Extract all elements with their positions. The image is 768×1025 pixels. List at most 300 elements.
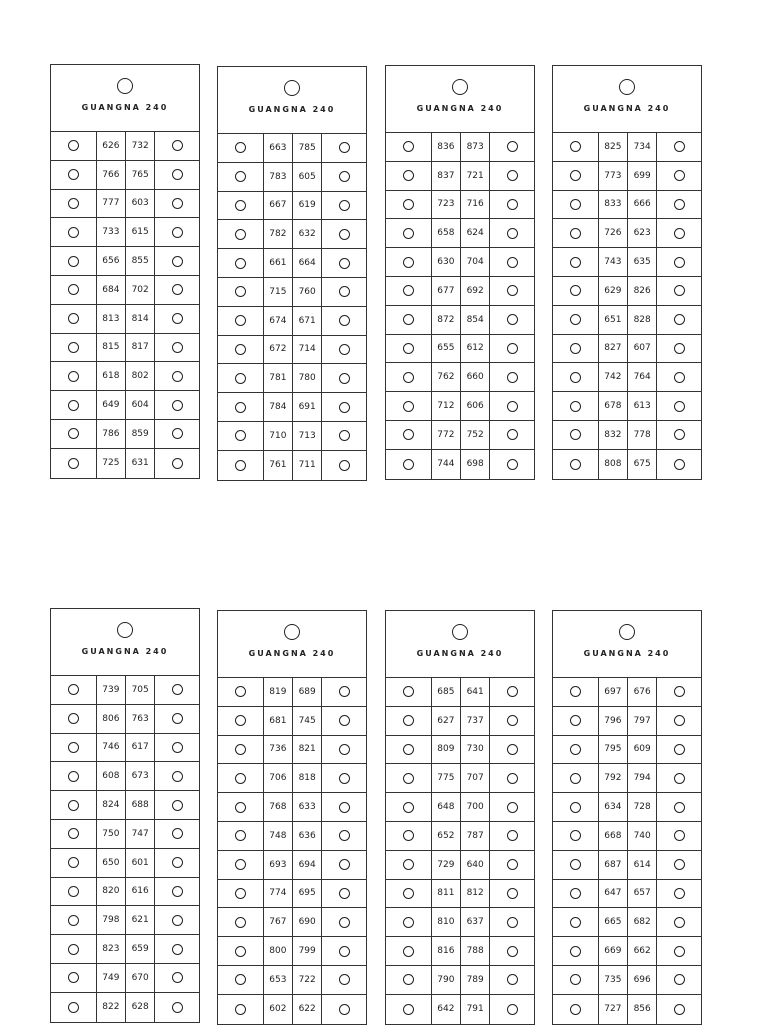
right-checkbox[interactable] [321, 822, 366, 850]
ticket-row [386, 851, 534, 880]
left-checkbox[interactable] [553, 995, 598, 1024]
right-checkbox[interactable] [656, 736, 701, 764]
left-checkbox[interactable] [51, 878, 96, 906]
left-checkbox[interactable] [553, 277, 598, 305]
left-checkbox[interactable] [386, 392, 431, 420]
right-checkbox[interactable] [154, 305, 199, 333]
left-checkbox[interactable] [51, 964, 96, 992]
right-checkbox[interactable] [656, 248, 701, 276]
number-cell: 713 [292, 422, 321, 450]
left-checkbox[interactable] [218, 307, 263, 335]
left-checkbox[interactable] [218, 995, 263, 1024]
right-checkbox[interactable] [154, 676, 199, 704]
number-cell: 714 [292, 336, 321, 364]
left-checkbox[interactable] [218, 908, 263, 936]
circle-icon [674, 686, 685, 697]
left-checkbox[interactable] [553, 392, 598, 420]
left-checkbox[interactable] [218, 249, 263, 277]
left-checkbox[interactable] [51, 132, 96, 160]
left-checkbox[interactable] [51, 449, 96, 478]
right-checkbox[interactable] [489, 335, 534, 363]
number-cell: 676 [627, 678, 656, 706]
number-cell: 715 [263, 278, 292, 306]
ticket-row [51, 420, 199, 449]
right-checkbox[interactable] [656, 421, 701, 449]
left-checkbox[interactable] [218, 793, 263, 821]
right-checkbox[interactable] [321, 851, 366, 879]
circle-icon [339, 229, 350, 240]
right-checkbox[interactable] [656, 937, 701, 965]
left-checkbox[interactable] [51, 676, 96, 704]
ticket-row [51, 190, 199, 219]
left-checkbox[interactable] [386, 191, 431, 219]
circle-icon [339, 460, 350, 471]
right-checkbox[interactable] [321, 678, 366, 706]
circle-icon [235, 946, 246, 957]
left-checkbox[interactable] [553, 421, 598, 449]
circle-icon [235, 859, 246, 870]
right-checkbox[interactable] [489, 678, 534, 706]
right-checkbox[interactable] [154, 849, 199, 877]
left-checkbox[interactable] [51, 705, 96, 733]
circle-icon [403, 830, 414, 841]
right-checkbox[interactable] [154, 993, 199, 1022]
left-checkbox[interactable] [553, 219, 598, 247]
right-checkbox[interactable] [489, 822, 534, 850]
ticket-row [51, 849, 199, 878]
number-cell: 746 [96, 734, 125, 762]
right-checkbox[interactable] [656, 133, 701, 161]
circle-icon [570, 773, 581, 784]
right-checkbox[interactable] [321, 451, 366, 480]
left-checkbox[interactable] [51, 935, 96, 963]
number-cell: 775 [431, 764, 460, 792]
right-checkbox[interactable] [154, 334, 199, 362]
circle-icon [570, 343, 581, 354]
right-checkbox[interactable] [154, 449, 199, 478]
number-cell: 781 [263, 364, 292, 392]
ticket-card [217, 610, 367, 1025]
ticket-card [552, 610, 702, 1025]
circle-icon [403, 686, 414, 697]
left-checkbox[interactable] [386, 306, 431, 334]
circle-icon [235, 917, 246, 928]
right-checkbox[interactable] [321, 422, 366, 450]
number-cell: 700 [460, 793, 489, 821]
left-checkbox[interactable] [553, 133, 598, 161]
left-checkbox[interactable] [553, 678, 598, 706]
hole-circle-icon [619, 624, 635, 640]
hole-circle-icon [619, 79, 635, 95]
circle-icon [339, 888, 350, 899]
right-checkbox[interactable] [321, 764, 366, 792]
circle-icon [674, 343, 685, 354]
circle-icon [235, 460, 246, 471]
circle-icon [570, 859, 581, 870]
circle-icon [172, 857, 183, 868]
ticket-row [386, 966, 534, 995]
left-checkbox[interactable] [218, 134, 263, 162]
number-cell: 734 [627, 133, 656, 161]
left-checkbox[interactable] [218, 880, 263, 908]
right-checkbox[interactable] [656, 162, 701, 190]
right-checkbox[interactable] [154, 820, 199, 848]
ticket-row [218, 422, 366, 451]
left-checkbox[interactable] [51, 276, 96, 304]
left-checkbox[interactable] [386, 450, 431, 479]
circle-icon [507, 859, 518, 870]
right-checkbox[interactable] [321, 393, 366, 421]
right-checkbox[interactable] [154, 734, 199, 762]
circle-icon [339, 802, 350, 813]
right-checkbox[interactable] [321, 966, 366, 994]
left-checkbox[interactable] [51, 161, 96, 189]
left-checkbox[interactable] [386, 219, 431, 247]
circle-icon [235, 171, 246, 182]
number-cell: 798 [96, 906, 125, 934]
ticket-row [51, 964, 199, 993]
left-checkbox[interactable] [386, 908, 431, 936]
right-checkbox[interactable] [489, 764, 534, 792]
left-checkbox[interactable] [553, 248, 598, 276]
left-checkbox[interactable] [218, 822, 263, 850]
right-checkbox[interactable] [489, 277, 534, 305]
ticket-row [553, 908, 701, 937]
right-checkbox[interactable] [321, 364, 366, 392]
right-checkbox[interactable] [489, 880, 534, 908]
number-cell: 675 [627, 450, 656, 479]
ticket-row [553, 707, 701, 736]
right-checkbox[interactable] [321, 736, 366, 764]
right-checkbox[interactable] [154, 906, 199, 934]
left-checkbox[interactable] [51, 190, 96, 218]
hole-circle-icon [452, 79, 468, 95]
circle-icon [674, 314, 685, 325]
right-checkbox[interactable] [656, 851, 701, 879]
circle-icon [68, 313, 79, 324]
circle-icon [339, 171, 350, 182]
right-checkbox[interactable] [489, 793, 534, 821]
circle-icon [339, 917, 350, 928]
left-checkbox[interactable] [218, 220, 263, 248]
right-checkbox[interactable] [656, 995, 701, 1024]
right-checkbox[interactable] [154, 132, 199, 160]
left-checkbox[interactable] [51, 849, 96, 877]
left-checkbox[interactable] [51, 334, 96, 362]
number-cell: 642 [431, 995, 460, 1024]
right-checkbox[interactable] [321, 707, 366, 735]
left-checkbox[interactable] [218, 278, 263, 306]
right-checkbox[interactable] [656, 306, 701, 334]
right-checkbox[interactable] [656, 363, 701, 391]
right-checkbox[interactable] [154, 190, 199, 218]
right-checkbox[interactable] [489, 133, 534, 161]
right-checkbox[interactable] [154, 247, 199, 275]
number-cell: 721 [460, 162, 489, 190]
left-checkbox[interactable] [553, 966, 598, 994]
number-cell: 689 [292, 678, 321, 706]
right-checkbox[interactable] [489, 450, 534, 479]
right-checkbox[interactable] [656, 880, 701, 908]
right-checkbox[interactable] [154, 362, 199, 390]
circle-icon [403, 459, 414, 470]
circle-icon [570, 372, 581, 383]
left-checkbox[interactable] [51, 247, 96, 275]
left-checkbox[interactable] [218, 393, 263, 421]
right-checkbox[interactable] [154, 762, 199, 790]
number-cell: 698 [460, 450, 489, 479]
right-checkbox[interactable] [321, 249, 366, 277]
number-cell: 670 [125, 964, 154, 992]
right-checkbox[interactable] [321, 278, 366, 306]
right-checkbox[interactable] [489, 219, 534, 247]
left-checkbox[interactable] [51, 820, 96, 848]
left-checkbox[interactable] [218, 451, 263, 480]
right-checkbox[interactable] [656, 822, 701, 850]
number-cell: 806 [96, 705, 125, 733]
right-checkbox[interactable] [154, 964, 199, 992]
left-checkbox[interactable] [51, 993, 96, 1022]
left-checkbox[interactable] [218, 764, 263, 792]
right-checkbox[interactable] [489, 162, 534, 190]
right-checkbox[interactable] [154, 391, 199, 419]
left-checkbox[interactable] [553, 851, 598, 879]
left-checkbox[interactable] [386, 678, 431, 706]
left-checkbox[interactable] [553, 822, 598, 850]
left-checkbox[interactable] [386, 363, 431, 391]
left-checkbox[interactable] [386, 133, 431, 161]
left-checkbox[interactable] [218, 336, 263, 364]
left-checkbox[interactable] [553, 707, 598, 735]
left-checkbox[interactable] [386, 966, 431, 994]
right-checkbox[interactable] [154, 161, 199, 189]
left-checkbox[interactable] [553, 191, 598, 219]
right-checkbox[interactable] [321, 336, 366, 364]
number-cell: 678 [598, 392, 627, 420]
left-checkbox[interactable] [386, 822, 431, 850]
left-checkbox[interactable] [51, 305, 96, 333]
circle-icon [339, 286, 350, 297]
circle-icon [403, 199, 414, 210]
ticket-row [218, 880, 366, 909]
left-checkbox[interactable] [51, 906, 96, 934]
right-checkbox[interactable] [656, 219, 701, 247]
right-checkbox[interactable] [321, 163, 366, 191]
right-checkbox[interactable] [321, 995, 366, 1024]
left-checkbox[interactable] [218, 163, 263, 191]
number-cell: 657 [627, 880, 656, 908]
card-header [386, 611, 534, 678]
left-checkbox[interactable] [218, 192, 263, 220]
right-checkbox[interactable] [154, 420, 199, 448]
right-checkbox[interactable] [154, 218, 199, 246]
ticket-row [51, 906, 199, 935]
left-checkbox[interactable] [218, 364, 263, 392]
right-checkbox[interactable] [656, 764, 701, 792]
circle-icon [507, 401, 518, 412]
number-cell: 750 [96, 820, 125, 848]
left-checkbox[interactable] [553, 306, 598, 334]
left-checkbox[interactable] [553, 162, 598, 190]
card-title: GUANGNA 240 [416, 104, 504, 113]
left-checkbox[interactable] [51, 734, 96, 762]
circle-icon [403, 372, 414, 383]
left-checkbox[interactable] [553, 335, 598, 363]
number-cell: 667 [263, 192, 292, 220]
left-checkbox[interactable] [51, 762, 96, 790]
right-checkbox[interactable] [489, 937, 534, 965]
number-cell: 783 [263, 163, 292, 191]
right-checkbox[interactable] [656, 793, 701, 821]
right-checkbox[interactable] [154, 791, 199, 819]
left-checkbox[interactable] [386, 277, 431, 305]
circle-icon [403, 429, 414, 440]
left-checkbox[interactable] [386, 937, 431, 965]
ticket-row [218, 966, 366, 995]
left-checkbox[interactable] [386, 335, 431, 363]
left-checkbox[interactable] [553, 450, 598, 479]
right-checkbox[interactable] [656, 335, 701, 363]
card-title: GUANGNA 240 [248, 649, 336, 658]
left-checkbox[interactable] [553, 880, 598, 908]
right-checkbox[interactable] [489, 363, 534, 391]
right-checkbox[interactable] [154, 276, 199, 304]
circle-icon [403, 917, 414, 928]
ticket-row [51, 676, 199, 705]
left-checkbox[interactable] [386, 880, 431, 908]
right-checkbox[interactable] [321, 307, 366, 335]
right-checkbox[interactable] [489, 995, 534, 1024]
circle-icon [507, 830, 518, 841]
ticket-row [51, 305, 199, 334]
ticket-row [218, 220, 366, 249]
circle-icon [403, 859, 414, 870]
left-checkbox[interactable] [553, 736, 598, 764]
left-checkbox[interactable] [51, 791, 96, 819]
right-checkbox[interactable] [656, 678, 701, 706]
ticket-row [51, 218, 199, 247]
left-checkbox[interactable] [553, 937, 598, 965]
left-checkbox[interactable] [386, 162, 431, 190]
left-checkbox[interactable] [553, 764, 598, 792]
number-cell: 702 [125, 276, 154, 304]
right-checkbox[interactable] [489, 306, 534, 334]
number-cell: 854 [460, 306, 489, 334]
ticket-row [553, 880, 701, 909]
number-cell: 691 [292, 393, 321, 421]
left-checkbox[interactable] [218, 966, 263, 994]
circle-icon [507, 802, 518, 813]
left-checkbox[interactable] [51, 218, 96, 246]
left-checkbox[interactable] [386, 421, 431, 449]
right-checkbox[interactable] [489, 966, 534, 994]
left-checkbox[interactable] [386, 995, 431, 1024]
right-checkbox[interactable] [656, 707, 701, 735]
right-checkbox[interactable] [489, 248, 534, 276]
left-checkbox[interactable] [386, 793, 431, 821]
right-checkbox[interactable] [656, 277, 701, 305]
right-checkbox[interactable] [656, 450, 701, 479]
right-checkbox[interactable] [321, 793, 366, 821]
circle-icon [507, 170, 518, 181]
right-checkbox[interactable] [489, 736, 534, 764]
left-checkbox[interactable] [51, 420, 96, 448]
left-checkbox[interactable] [553, 363, 598, 391]
number-cell: 613 [627, 392, 656, 420]
right-checkbox[interactable] [321, 880, 366, 908]
number-cell: 799 [292, 937, 321, 965]
circle-icon [507, 773, 518, 784]
left-checkbox[interactable] [218, 707, 263, 735]
right-checkbox[interactable] [321, 908, 366, 936]
ticket-row [218, 134, 366, 163]
circle-icon [674, 401, 685, 412]
circle-icon [674, 228, 685, 239]
number-cell: 617 [125, 734, 154, 762]
left-checkbox[interactable] [218, 736, 263, 764]
circle-icon [68, 284, 79, 295]
left-checkbox[interactable] [218, 851, 263, 879]
right-checkbox[interactable] [321, 937, 366, 965]
left-checkbox[interactable] [218, 678, 263, 706]
number-cell: 733 [96, 218, 125, 246]
left-checkbox[interactable] [218, 422, 263, 450]
number-cell: 634 [598, 793, 627, 821]
right-checkbox[interactable] [489, 908, 534, 936]
right-checkbox[interactable] [656, 966, 701, 994]
ticket-row [51, 820, 199, 849]
right-checkbox[interactable] [656, 908, 701, 936]
right-checkbox[interactable] [489, 421, 534, 449]
right-checkbox[interactable] [154, 935, 199, 963]
left-checkbox[interactable] [386, 736, 431, 764]
circle-icon [68, 972, 79, 983]
left-checkbox[interactable] [51, 362, 96, 390]
number-cell: 690 [292, 908, 321, 936]
right-checkbox[interactable] [656, 191, 701, 219]
left-checkbox[interactable] [553, 908, 598, 936]
right-checkbox[interactable] [489, 707, 534, 735]
number-cell: 640 [460, 851, 489, 879]
circle-icon [570, 170, 581, 181]
left-checkbox[interactable] [218, 937, 263, 965]
number-cell: 762 [431, 363, 460, 391]
right-checkbox[interactable] [489, 191, 534, 219]
number-cell: 813 [96, 305, 125, 333]
circle-icon [674, 830, 685, 841]
left-checkbox[interactable] [553, 793, 598, 821]
circle-icon [339, 974, 350, 985]
circle-icon [172, 828, 183, 839]
number-cell: 820 [96, 878, 125, 906]
right-checkbox[interactable] [489, 392, 534, 420]
left-checkbox[interactable] [51, 391, 96, 419]
right-checkbox[interactable] [489, 851, 534, 879]
right-checkbox[interactable] [321, 134, 366, 162]
right-checkbox[interactable] [656, 392, 701, 420]
circle-icon [674, 773, 685, 784]
right-checkbox[interactable] [321, 220, 366, 248]
right-checkbox[interactable] [154, 705, 199, 733]
left-checkbox[interactable] [386, 707, 431, 735]
right-checkbox[interactable] [321, 192, 366, 220]
right-checkbox[interactable] [154, 878, 199, 906]
left-checkbox[interactable] [386, 764, 431, 792]
number-cell: 786 [96, 420, 125, 448]
left-checkbox[interactable] [386, 248, 431, 276]
left-checkbox[interactable] [386, 851, 431, 879]
ticket-row [51, 878, 199, 907]
